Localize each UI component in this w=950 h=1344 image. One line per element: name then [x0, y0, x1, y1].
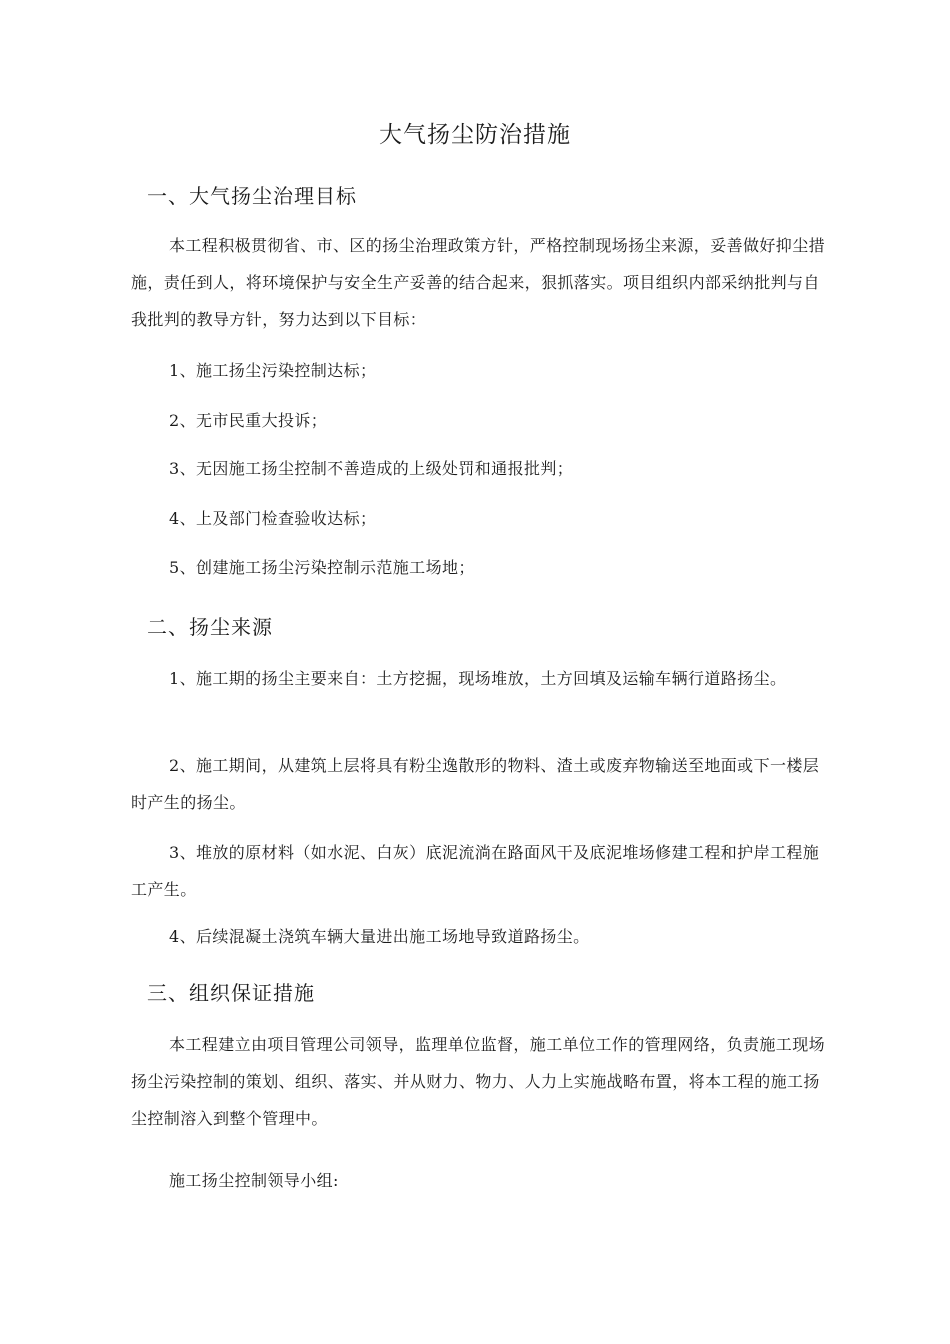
- dust-source-paragraph-2: 2、施工期间，从建筑上层将具有粉尘逸散形的物料、渣土或废弃物输送至地面或下一楼层时产生的扬尘。: [131, 756, 820, 812]
- leadership-group-label: 施工扬尘控制领导小组:: [169, 1171, 339, 1190]
- organization-paragraph: 本工程建立由项目管理公司领导，监理单位监督，施工单位工作的管理网络，负责施工现场扬尘污染控制的策划、组织、落实、并从财力、物力、人力上实施战略布置，将本工程的施工扬尘控制溶入到整个管理中。: [131, 1035, 826, 1128]
- dust-source-paragraph-1: 1、施工期的扬尘主要来自：土方挖掘，现场堆放，土方回填及运输车辆行道路扬尘。: [169, 669, 787, 688]
- section1-intro-paragraph: 本工程积极贯彻省、市、区的扬尘治理政策方针，严格控制现场扬尘来源，妥善做好抑尘措施，责任到人，将环境保护与安全生产妥善的结合起来，狠抓落实。项目组织内部采纳批判与自我批判的教导方针，努力达到以下目标：: [131, 236, 826, 329]
- dust-source-paragraph-3: 3、堆放的原材料（如水泥、白灰）底泥流淌在路面风干及底泥堆场修建工程和护岸工程施工产生。: [131, 843, 820, 899]
- section-heading-3: 三、组织保证措施: [147, 981, 315, 1005]
- goal-item-3: 3、无因施工扬尘控制不善造成的上级处罚和通报批判；: [169, 459, 574, 478]
- goal-item-1: 1、施工扬尘污染控制达标；: [169, 361, 377, 380]
- document-title: 大气扬尘防治措施: [379, 122, 571, 148]
- section-heading-2: 二、扬尘来源: [147, 615, 273, 639]
- section-heading-1: 一、大气扬尘治理目标: [147, 184, 357, 208]
- goal-item-2: 2、无市民重大投诉；: [169, 411, 328, 430]
- dust-source-paragraph-4: 4、后续混凝土浇筑车辆大量进出施工场地导致道路扬尘。: [169, 927, 590, 946]
- goal-item-4: 4、上及部门检查验收达标；: [169, 509, 377, 528]
- goal-item-5: 5、创建施工扬尘污染控制示范施工场地；: [169, 558, 475, 577]
